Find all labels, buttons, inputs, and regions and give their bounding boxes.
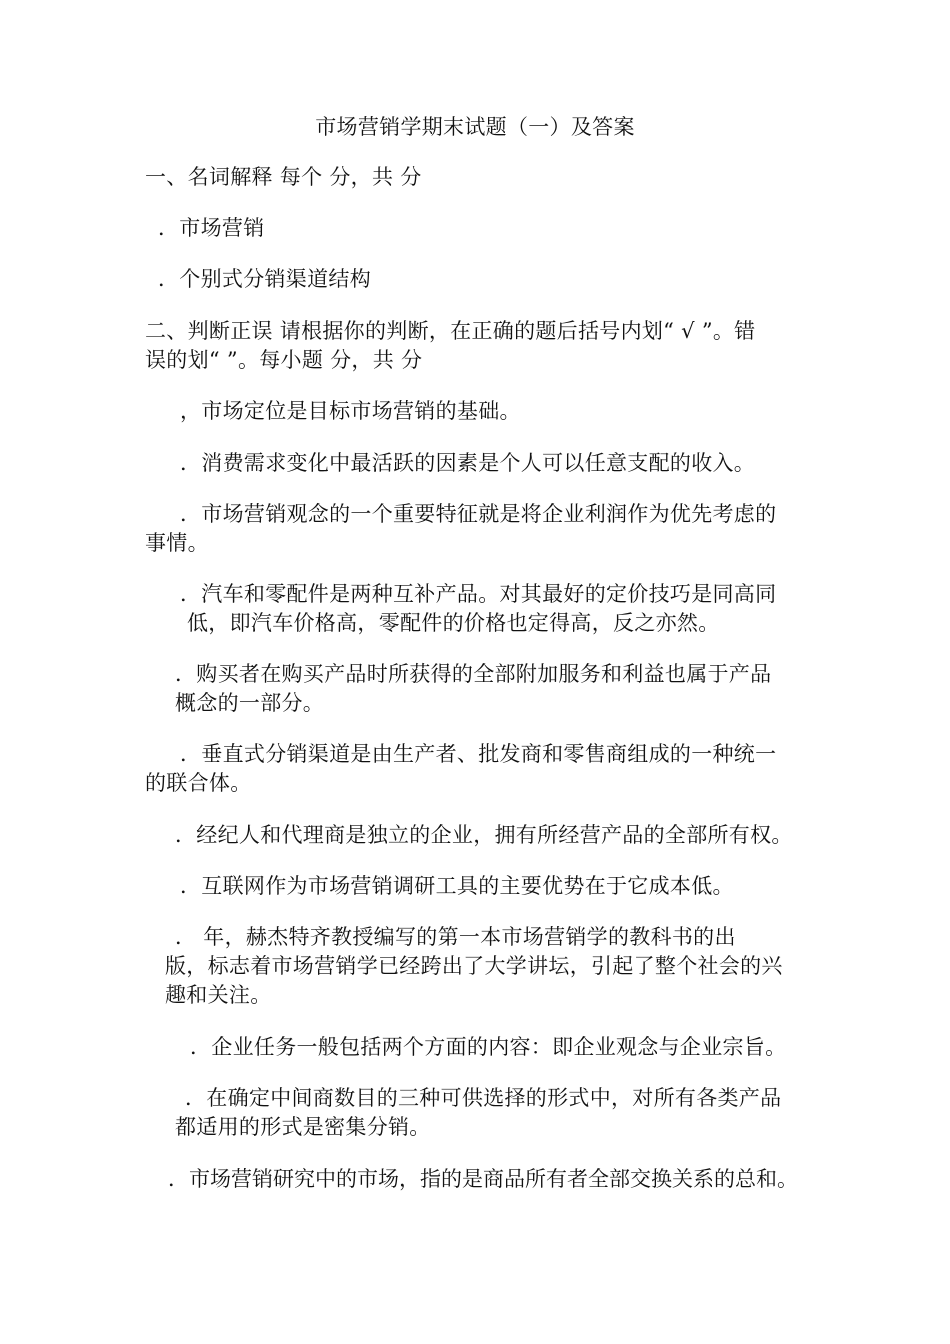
question-4-line2: 低，即汽车价格高，零配件的价格也定得高，反之亦然。 (187, 611, 720, 635)
question-12: ．市场营销研究中的市场，指的是商品所有者全部交换关系的总和。 (168, 1167, 798, 1191)
question-9-line1: ． 年，赫杰特齐教授编写的第一本市场营销学的教科书的出 (175, 925, 736, 949)
question-11-line2: 都适用的形式是密集分销。 (175, 1115, 431, 1139)
question-5-line2: 概念的一部分。 (175, 691, 325, 715)
question-6-line2: 的联合体。 (145, 771, 252, 795)
question-7: ．经纪人和代理商是独立的企业，拥有所经营产品的全部所有权。 (175, 823, 793, 847)
question-10: ．企业任务一般包括两个方面的内容：即企业观念与企业宗旨。 (190, 1035, 787, 1059)
section1-item-2: ．个别式分销渠道结构 (158, 267, 371, 291)
page-title: 市场营销学期末试题（一）及答案 (315, 115, 635, 139)
question-9-line2: 版，标志着市场营销学已经跨出了大学讲坛，引起了整个社会的兴 (165, 954, 783, 978)
question-4-line1: ．汽车和零配件是两种互补产品。对其最好的定价技巧是同高同 (180, 582, 777, 606)
section1-item-1: ．市场营销 (158, 216, 265, 240)
question-11-line1: ．在确定中间商数目的三种可供选择的形式中，对所有各类产品 (185, 1086, 782, 1110)
section2-heading-line1: 二、判断正误 请根据你的判断，在正确的题后括号内划“ √ ”。错 (145, 319, 756, 343)
question-3-line2: 事情。 (145, 531, 209, 555)
question-3-line1: ．市场营销观念的一个重要特征就是将企业利润作为优先考虑的 (180, 502, 777, 526)
question-5-line1: ．购买者在购买产品时所获得的全部附加服务和利益也属于产品 (175, 662, 772, 686)
question-1: ，市场定位是目标市场营销的基础。 (180, 399, 521, 423)
section1-heading: 一、名词解释 每个 分，共 分 (145, 165, 422, 189)
section2-heading-line2: 误的划“ ”。每小题 分，共 分 (145, 348, 423, 372)
question-9-line3: 趣和关注。 (165, 983, 272, 1007)
question-8: ．互联网作为市场营销调研工具的主要优势在于它成本低。 (180, 874, 734, 898)
question-6-line1: ．垂直式分销渠道是由生产者、批发商和零售商组成的一种统一 (180, 742, 777, 766)
question-2: ．消费需求变化中最活跃的因素是个人可以任意支配的收入。 (180, 451, 756, 475)
